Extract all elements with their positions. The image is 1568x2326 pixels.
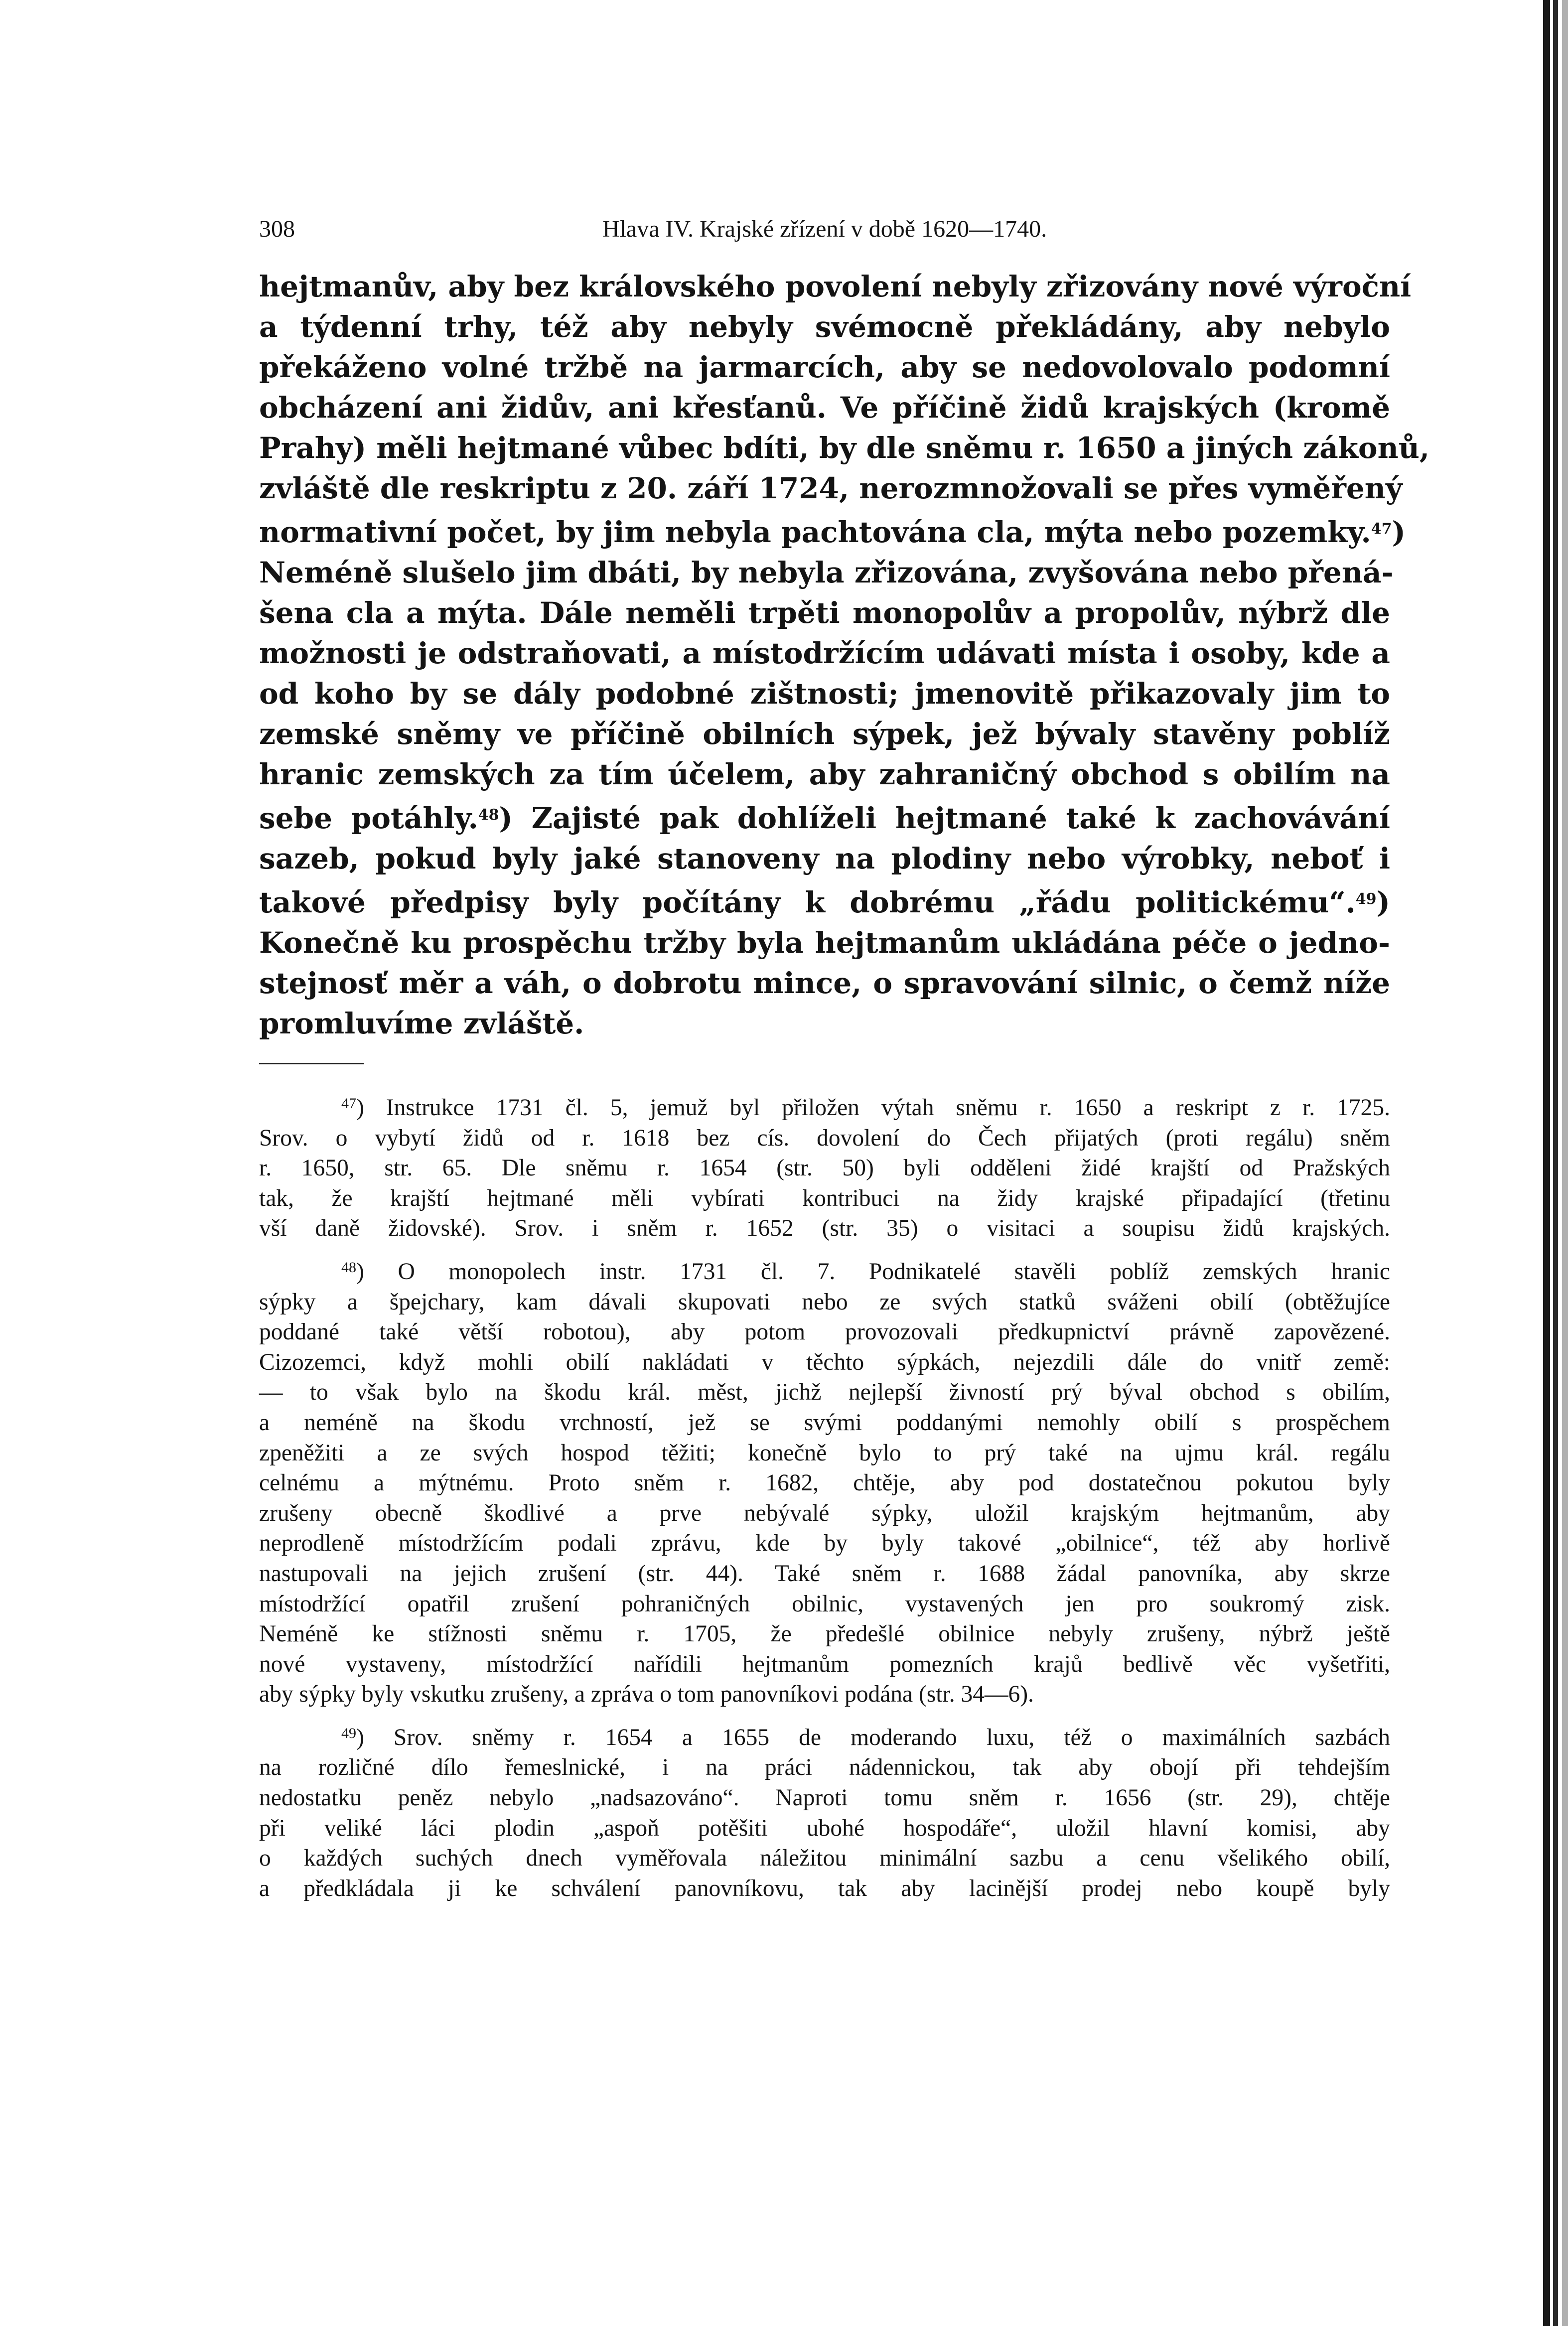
footnote-48 [259, 1253, 1390, 1710]
footnote-line: vší daně židovské). Srov. i sněm r. 1652 (str. 35) o visitaci a soupisu židů krajských. [259, 1215, 1390, 1242]
text-line: hejtmanův, aby bez královského povolení nebyly zřizovány nové výroční [259, 270, 1412, 303]
line-text: ) [1376, 885, 1390, 919]
footnote-line: sýpky a špejchary, kam dávali skupovati nebo ze svých statků sváženi obilí (obtěžujíce [259, 1289, 1390, 1315]
footnote-marker: 48 [341, 1259, 356, 1276]
footnote-line [259, 1253, 1390, 1287]
footnote-line: nedostatku peněz nebylo „nadsazováno“. Naproti tomu sněm r. 1656 (str. 29), chtěje [259, 1785, 1390, 1811]
footnote-marker: 49 [341, 1725, 356, 1742]
footnote-line: při veliké láci plodin „aspoň potěšiti ubohé hospodáře“, uložil hlavní komisi, aby [259, 1815, 1390, 1841]
line-text: takové předpisy byly počítány k dobrému „řádu politickému“. [259, 885, 1356, 919]
footnote-line: Srov. o vybytí židů od r. 1618 bez cís. dovolení do Čech přijatých (proti regálu) sněm [259, 1125, 1390, 1151]
footnote-line: místodržící opatřil zrušení pohraničných obilnic, vystavených jen pro soukromý zisk. [259, 1591, 1390, 1617]
text-line: a týdenní trhy, též aby nebyly svémocně překládány, aby nebylo [259, 310, 1390, 344]
page-number: 308 [259, 216, 295, 242]
footnote-line: poddané také větší robotou), aby potom provozovali předkupnictví právně zapovězené. [259, 1319, 1390, 1345]
text-line [259, 509, 1406, 553]
footnote-text: ) Instrukce 1731 čl. 5, jemuž byl přiložen výtah sněmu r. 1650 a reskript z r. 1725. [356, 1095, 1390, 1121]
text-line: Prahy) měli hejtmané vůbec bdíti, by dle sněmu r. 1650 a jiných zákonů, [259, 431, 1430, 465]
text-line: promluvíme zvláště. [259, 1007, 584, 1040]
line-text: sebe potáhly. [259, 801, 478, 835]
footnote-47 [259, 1089, 1390, 1244]
text-line: Konečně ku prospěchu tržby byla hejtmanům ukládána péče o jedno- [259, 926, 1390, 960]
line-text: normativní počet, by jim nebyla pachtována cla, mýta nebo pozemky. [259, 515, 1371, 549]
text-line: obcházení ani židův, ani křesťanů. Ve příčině židů krajských (kromě [259, 391, 1390, 425]
footnote-line [259, 1719, 1390, 1753]
running-header [259, 214, 1390, 244]
footnote-line: nové vystaveny, místodržící nařídili hejtmanům pomezních krajů bedlivě věc vyšetřiti, [259, 1651, 1390, 1677]
text-line: šena cla a mýta. Dále neměli trpěti monopolův a propolův, nýbrž dle [259, 596, 1390, 630]
text-line: možnosti je odstraňovati, a místodržícím udávati místa i osoby, kde a [259, 636, 1390, 670]
footnote-line: neprodleně místodržícím podali zprávu, kde by byly takové „obilnice“, též aby horlivě [259, 1530, 1390, 1557]
binding-edge [1553, 0, 1558, 2326]
text-line: hranic zemských za tím účelem, aby zahraničný obchod s obilím na [259, 757, 1390, 791]
footnote-text: ) O monopolech instr. 1731 čl. 7. Podnikatelé stavěli poblíž zemských hranic [356, 1258, 1390, 1285]
footnotes [259, 1089, 1390, 1903]
footnote-line: r. 1650, str. 65. Dle sněmu r. 1654 (str. 50) byli odděleni židé krajští od Pražských [259, 1155, 1390, 1181]
footnote-line: a neméně na škodu vrchností, jež se svými poddanými nemohly obilí s prospěchem [259, 1409, 1390, 1436]
line-text: ) [1392, 515, 1406, 549]
footnote-line: — to však bylo na škodu král. měst, jichž nejlepší živností prý býval obchod s obilím, [259, 1379, 1390, 1406]
text-line [259, 795, 1390, 839]
text-line [259, 879, 1390, 923]
text-line: od koho by se dály podobné zištnosti; jmenovitě přikazovaly jim to [259, 677, 1390, 711]
footnote-line: o každých suchých dnech vyměřovala náležitou minimální sazbu a cenu všelikého obilí, [259, 1845, 1390, 1872]
footnote-line: a předkládala ji ke schválení panovníkovu, tak aby lacinější prodej nebo koupě byly [259, 1875, 1390, 1901]
body-text [259, 267, 1430, 1044]
binding-shadow [1543, 0, 1550, 2326]
footnote-line: Neméně ke stížnosti sněmu r. 1705, že předešlé obilnice nebyly zrušeny, nýbrž ještě [259, 1621, 1390, 1647]
footnote-line: na rozličné dílo řemeslnické, i na práci nádennickou, tak aby obojí při tehdejším [259, 1754, 1390, 1781]
footnote-line: tak, že krajští hejtmané měli vybírati kontribuci na židy krajské připadající (třetinu [259, 1185, 1390, 1211]
text-line: zvláště dle reskriptu z 20. září 1724, nerozmnožovali se přes vyměřený [259, 471, 1403, 505]
footnote-ref-47: 47 [1371, 520, 1392, 538]
footnote-separator [259, 1063, 364, 1064]
footnote-line: nastupovali na jejich zrušení (str. 44). Také sněm r. 1688 žádal panovníka, aby skrze [259, 1560, 1390, 1587]
page-gutter [1523, 0, 1568, 2326]
text-line: stejnosť měr a váh, o dobrotu mince, o spravování silnic, o čemž níže [259, 966, 1390, 1000]
footnote-line: Cizozemci, když mohli obilí nakládati v těchto sýpkách, nejezdili dále do vnitř země: [259, 1349, 1390, 1375]
footnote-ref-48: 48 [478, 806, 499, 824]
text-line: sazeb, pokud byly jaké stanoveny na plodiny nebo výrobky, neboť i [259, 842, 1390, 875]
footnote-line: zpeněžiti a ze svých hospod těžiti; konečně bylo to prý také na ujmu král. regálu [259, 1440, 1390, 1466]
footnote-line: celnému a mýtnému. Proto sněm r. 1682, chtěje, aby pod dostatečnou pokutou byly [259, 1470, 1390, 1496]
text-line: Neméně slušelo jim dbáti, by nebyla zřizována, zvyšována nebo přená- [259, 556, 1394, 589]
running-title: Hlava IV. Krajské zřízení v době 1620—1740. [602, 216, 1047, 242]
footnote-text: ) Srov. sněmy r. 1654 a 1655 de moderando luxu, též o maximálních sazbách [356, 1724, 1390, 1750]
footnote-ref-49: 49 [1355, 890, 1377, 908]
footnote-line: aby sýpky byly vskutku zrušeny, a zpráva o tom panovníkovi podána (str. 34—6). [259, 1681, 1034, 1708]
footnote-49 [259, 1719, 1390, 1904]
footnote-line: zrušeny obecně škodlivé a prve nebývalé sýpky, uložil krajským hejtmanům, aby [259, 1500, 1390, 1526]
scan-edge [1562, 0, 1568, 2326]
text-line: překáženo volné tržbě na jarmarcích, aby se nedovolovalo podomní [259, 350, 1390, 384]
footnote-marker: 47 [341, 1095, 356, 1112]
text-line: zemské sněmy ve příčině obilních sýpek, jež bývaly stavěny poblíž [259, 717, 1390, 751]
line-text: ) Zajisté pak dohlíželi hejtmané také k zachovávání [499, 801, 1390, 835]
footnote-line [259, 1089, 1390, 1123]
